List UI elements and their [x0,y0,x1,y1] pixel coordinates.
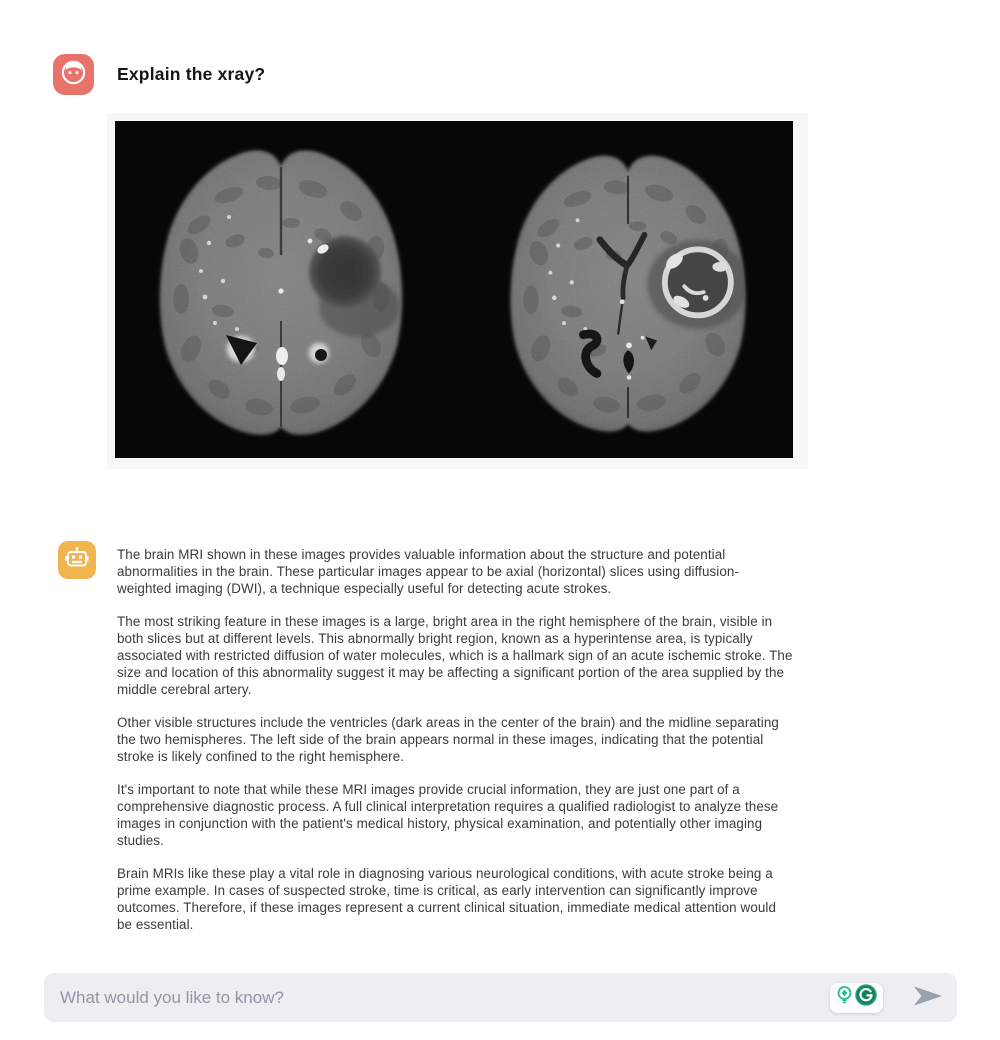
send-button[interactable] [911,984,945,1012]
user-message-row [53,54,265,95]
assistant-avatar [58,541,96,579]
robot-icon [64,545,90,576]
assistant-paragraph: The most striking feature in these images is a large, bright area in the right hemisphere of the brain, visible in both slices but at different levels. This abnormally bright region, known as a hyperintense area, is typically associated with restricted diffusion of water molecules, which is a hallmark sign of an acute ischemic stroke. The size and location of this abnormality suggest it may be affecting a significant portion of the area supplied by the middle cerebral artery. [117,614,793,697]
send-arrow-icon [912,984,944,1011]
grammarly-g-icon[interactable] [855,984,877,1011]
assistant-paragraph: Other visible structures include the ventricles (dark areas in the center of the brain) and the midline separating the two hemispheres. The left side of the brain appears normal in these images, indicating that the potential stroke is likely confined to the right hemisphere. [117,715,779,764]
person-face-icon [60,59,87,91]
brain-mri-image[interactable] [115,121,793,458]
assistant-paragraph: The brain MRI shown in these images provides valuable information about the structure and potential abnormalities in the brain. These particular images appear to be axial (horizontal) slices using diffusion-weighted imaging (DWI), a technique especially useful for detecting acute strokes. [117,547,740,596]
mri-attachment-card [107,113,808,469]
chat-input-bar [44,973,957,1022]
assistant-message-body [117,546,793,949]
lightbulb-icon[interactable] [836,985,853,1010]
user-avatar [53,54,94,95]
chat-input[interactable] [58,987,830,1009]
user-question-text: Explain the xray? [117,64,266,84]
assistant-paragraph: Brain MRIs like these play a vital role in diagnosing various neurological conditions, with acute stroke being a prime example. In cases of suspected stroke, time is critical, as early intervention can significantly improve outcomes. Therefore, if these images represent a current clinical situation, immediate medical attention would be essential. [117,866,777,932]
grammarly-extension-pill[interactable] [830,983,883,1013]
assistant-paragraph: It's important to note that while these MRI images provide crucial information, they are just one part of a comprehensive diagnostic process. A full clinical interpretation requires a qualified radiologist to analyze these images in conjunction with the patient's medical history, physical examination, and potentially other imaging studies. [117,782,779,848]
